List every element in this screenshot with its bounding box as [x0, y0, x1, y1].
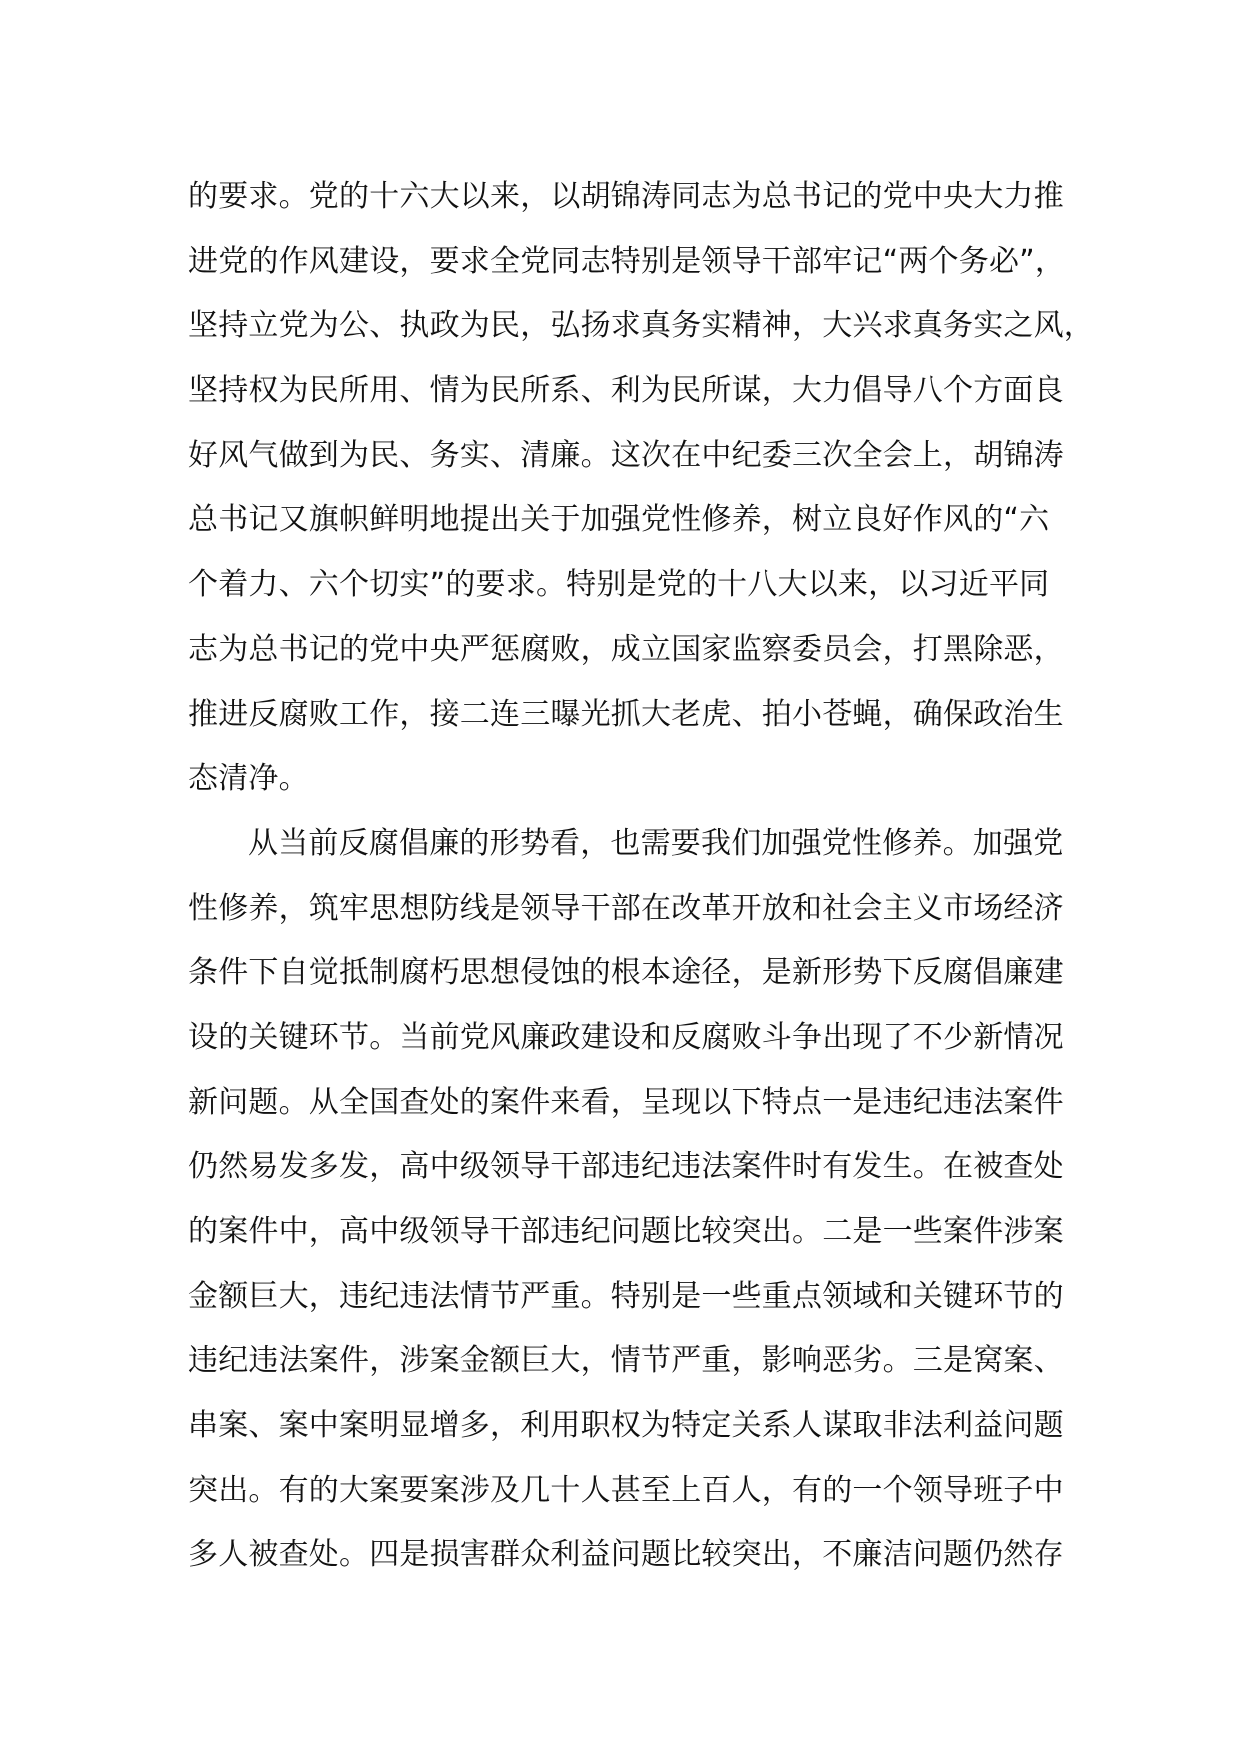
- text-line: 个着力、六个切实”的要求。特别是党的十八大以来，以习近平同: [188, 567, 1050, 603]
- text-line: 违纪违法案件，涉案金额巨大，情节严重，影响恶劣。三是窝案、: [188, 1343, 1064, 1379]
- text-line: 金额巨大，违纪违法情节严重。特别是一些重点领域和关键环节的: [188, 1278, 1064, 1314]
- text-line: 性修养，筑牢思想防线是领导干部在改革开放和社会主义市场经济: [188, 890, 1064, 926]
- paragraph-start-line: 从当前反腐倡廉的形势看，也需要我们加强党性修养。加强党: [248, 825, 1064, 861]
- text-line: 志为总书记的党中央严惩腐败，成立国家监察委员会，打黑除恶，: [188, 631, 1064, 667]
- text-line: 的案件中，高中级领导干部违纪问题比较突出。二是一些案件涉案: [188, 1214, 1064, 1249]
- text-line: 好风气做到为民、务实、清廉。这次在中纪委三次全会上，胡锦涛: [188, 437, 1064, 473]
- text-line: 仍然易发多发，高中级领导干部违纪违法案件时有发生。在被查处: [188, 1149, 1064, 1185]
- text-line: 串案、案中案明显增多，利用职权为特定关系人谋取非法利益问题: [188, 1408, 1064, 1444]
- text-line: 进党的作风建设，要求全党同志特别是领导干部牢记“两个务必”，: [188, 243, 1066, 279]
- text-line: 态清净。: [188, 761, 309, 797]
- text-line: 多人被查处。四是损害群众利益问题比较突出，不廉洁问题仍然存: [188, 1537, 1064, 1573]
- text-line: 总书记又旗帜鲜明地提出关于加强党性修养，树立良好作风的“六: [188, 502, 1050, 538]
- text-line: 推进反腐败工作，接二连三曝光抓大老虎、拍小苍蝇，确保政治生: [188, 696, 1064, 732]
- text-line: 的要求。党的十六大以来，以胡锦涛同志为总书记的党中央大力推: [188, 179, 1064, 214]
- text-line: 坚持权为民所用、情为民所系、利为民所谋，大力倡导八个方面良: [188, 373, 1064, 409]
- text-line: 突出。有的大案要案涉及几十人甚至上百人，有的一个领导班子中: [188, 1472, 1064, 1508]
- text-line: 新问题。从全国查处的案件来看，呈现以下特点一是违纪违法案件: [188, 1084, 1064, 1120]
- text-line: 坚持立党为公、执政为民，弘扬求真务实精神，大兴求真务实之风，: [188, 308, 1094, 344]
- text-line: 条件下自觉抵制腐朽思想侵蚀的根本途径，是新形势下反腐倡廉建: [188, 955, 1064, 991]
- body-text: [188, 165, 1094, 1588]
- text-line: 设的关键环节。当前党风廉政建设和反腐败斗争出现了不少新情况: [188, 1019, 1064, 1055]
